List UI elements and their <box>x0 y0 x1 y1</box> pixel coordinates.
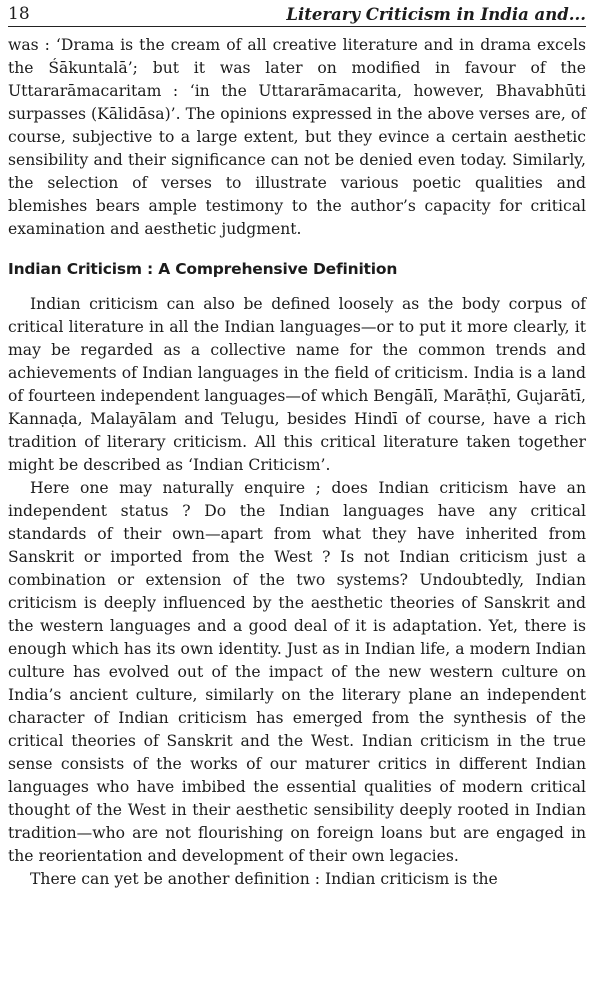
paragraph: Here one may naturally enquire ; does Indian criticism have an independent status ? Do the Indian languages have any critical standards of their own—apart from what they have inherited from Sanskrit or imported from the West ? Is not Indian criticism just a combination or extension of the two systems? Undoubtedly, Indian criticism is deeply influenced by the aesthetic theories of Sanskrit and the western languages and a good deal of it is adaptation. Yet, there is enough which has its own identity. Just as in Indian life, a modern Indian culture has evolved out of the impact of the new western culture on India’s ancient culture, similarly on the literary plane an independent character of Indian criticism has emerged from the synthesis of the critical theories of Sanskrit and the West. Indian criticism in the true sense consists of the works of our maturer critics in different Indian languages who have imbibed the essential qualities of modern critical thought of the West in their aesthetic sensibility deeply rooted in Indian tradition—who are not flourishing on foreign loans but are engaged in the reorientation and development of their own legacies. <box>8 479 586 865</box>
paragraph: There can yet be another definition : Indian criticism is the <box>30 870 498 888</box>
running-title: Literary Criticism in India and... <box>286 5 586 24</box>
page-header <box>8 0 586 27</box>
paragraph-continued: was : ‘Drama is the cream of all creative literature and in drama excels the Śākuntalā’; but it was later on modified in favour of the Uttararāmacaritam : ‘in the Uttararāmacarita, however, Bhavabhūti surpasses (Kālidāsa)’. The opinions expressed in the above verses are, of course, subjective to a large extent, but they evince a certain aesthetic sensibility and their significance can not be denied even today. Similarly, the selection of verses to illustrate various poetic qualities and blemishes bears ample testimony to the author’s capacity for critical examination and aesthetic judgment. <box>8 36 586 238</box>
paragraph: Indian criticism can also be defined loosely as the body corpus of critical literature in all the Indian languages—or to put it more clearly, it may be regarded as a collective name for the common trends and achievements of Indian languages in the field of criticism. India is a land of fourteen independent languages—of which Bengālī, Marāṭhī, Gujarātī, Kannaḍa, Malayālam and Telugu, besides Hindī of course, have a rich tradition of literary criticism. All this critical literature taken together might be described as ‘Indian Criticism’. <box>8 295 586 474</box>
page-number: 18 <box>8 4 30 24</box>
section-heading: Indian Criticism : A Comprehensive Definition <box>8 260 398 278</box>
page-body <box>8 34 586 891</box>
